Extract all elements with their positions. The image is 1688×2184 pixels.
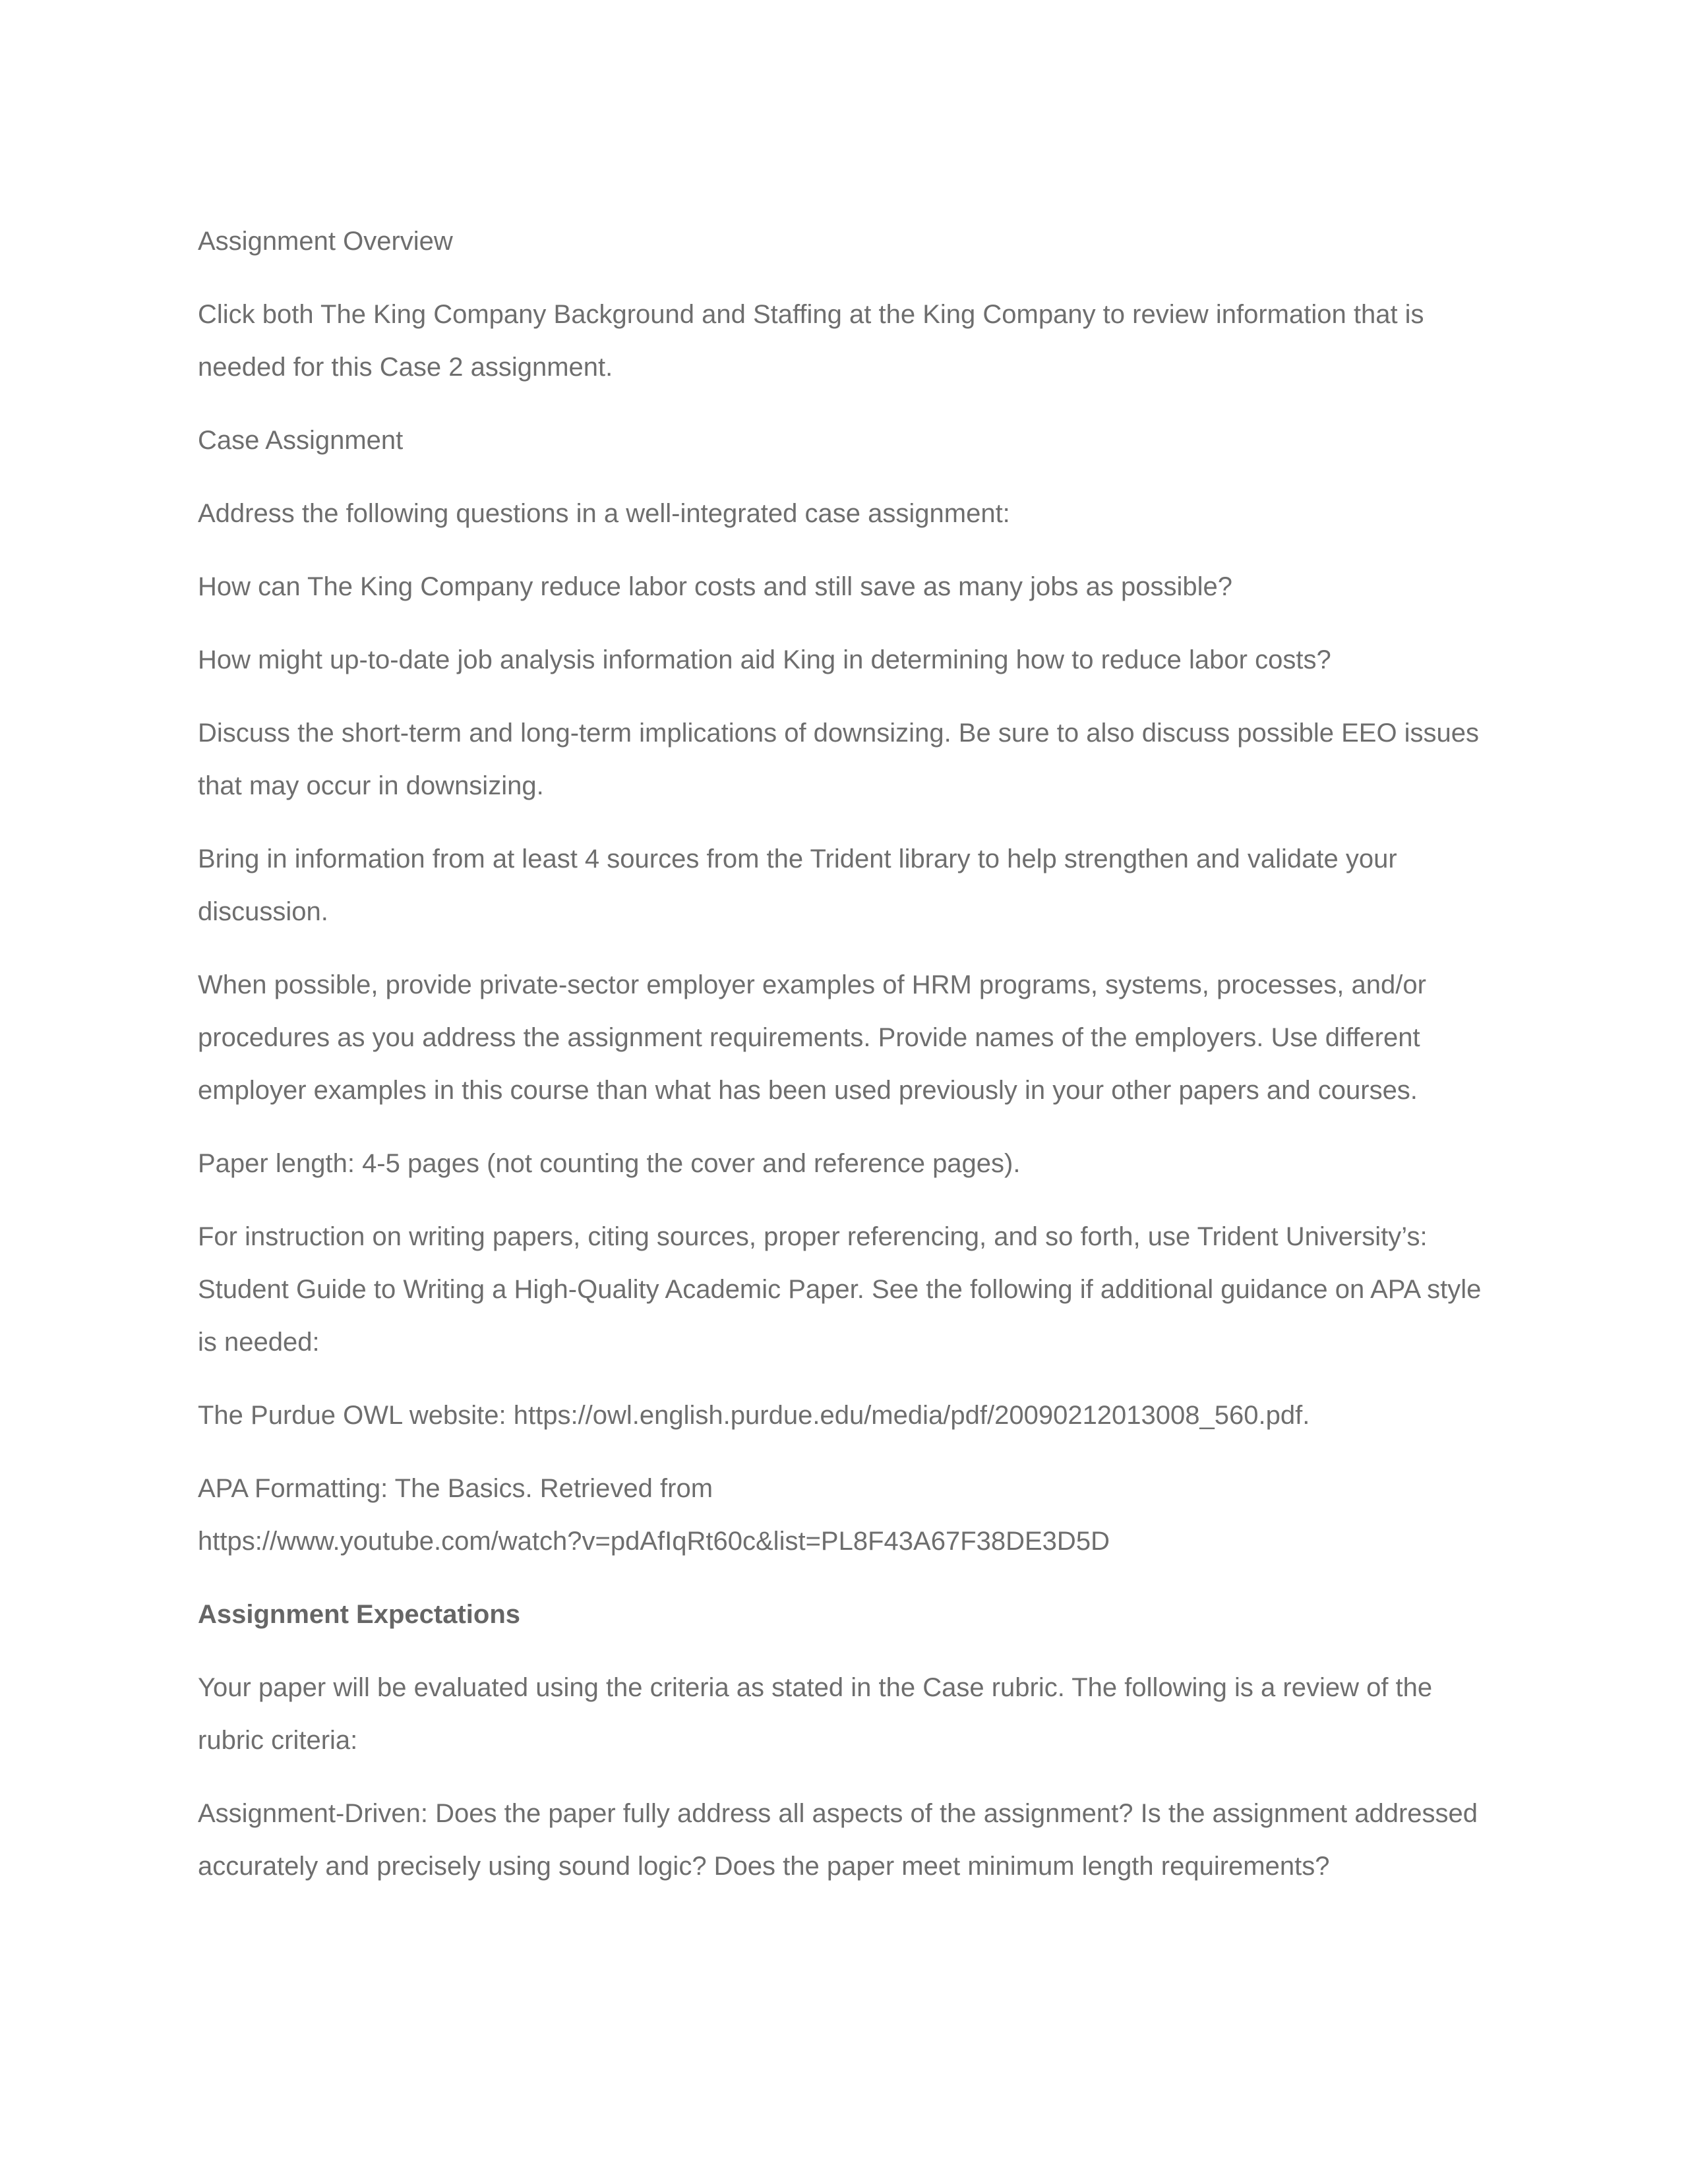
apa-formatting-title: APA Formatting: The Basics. Retrieved from: [198, 1474, 713, 1503]
question-job-analysis: How might up-to-date job analysis information aid King in determining how to reduce labor costs?: [198, 645, 1331, 674]
document-page: [198, 215, 1490, 1913]
assignment-driven-paragraph: Assignment-Driven: Does the paper fully address all aspects of the assignment? Is the assignment addressed accurately and precisely using sound logic? Does the paper meet minimum length requirements?: [198, 1799, 1478, 1881]
overview-paragraph: Click both The King Company Background and Staffing at the King Company to review information that is needed for this Case 2 assignment.: [198, 300, 1424, 382]
question-labor-costs: How can The King Company reduce labor costs and still save as many jobs as possible?: [198, 572, 1232, 601]
writing-instruction-paragraph: For instruction on writing papers, citing sources, proper referencing, and so forth, use Trident University’s: Student Guide to Writing a High-Quality Academic Paper. See the following if additional guidance on APA style is needed:: [198, 1222, 1482, 1357]
apa-formatting-paragraph: [198, 1462, 1490, 1568]
sources-paragraph: Bring in information from at least 4 sources from the Trident library to help strengthen and validate your discussion.: [198, 844, 1397, 926]
apa-formatting-url: https://www.youtube.com/watch?v=pdAfIqRt60c&list=PL8F43A67F38DE3D5D: [198, 1527, 1110, 1556]
case-intro-paragraph: Address the following questions in a well-integrated case assignment:: [198, 499, 1010, 528]
purdue-owl-paragraph: The Purdue OWL website: https://owl.english.purdue.edu/media/pdf/20090212013008_560.pdf.: [198, 1401, 1310, 1430]
overview-heading: Assignment Overview: [198, 227, 453, 256]
paper-length-paragraph: Paper length: 4-5 pages (not counting the cover and reference pages).: [198, 1149, 1021, 1178]
expectations-paragraph: Your paper will be evaluated using the criteria as stated in the Case rubric. The following is a review of the rubric criteria:: [198, 1673, 1433, 1755]
assignment-expectations-heading: Assignment Expectations: [198, 1600, 521, 1629]
case-assignment-heading: Case Assignment: [198, 426, 404, 455]
employer-examples-paragraph: When possible, provide private-sector employer examples of HRM programs, systems, processes, and/or procedures as you address the assignment requirements. Provide names of the employers. Use different employer examples in this course than what has been used previously in your other papers and courses.: [198, 970, 1426, 1105]
question-downsizing: Discuss the short-term and long-term implications of downsizing. Be sure to also discuss possible EEO issues that may occur in downsizing.: [198, 719, 1480, 800]
